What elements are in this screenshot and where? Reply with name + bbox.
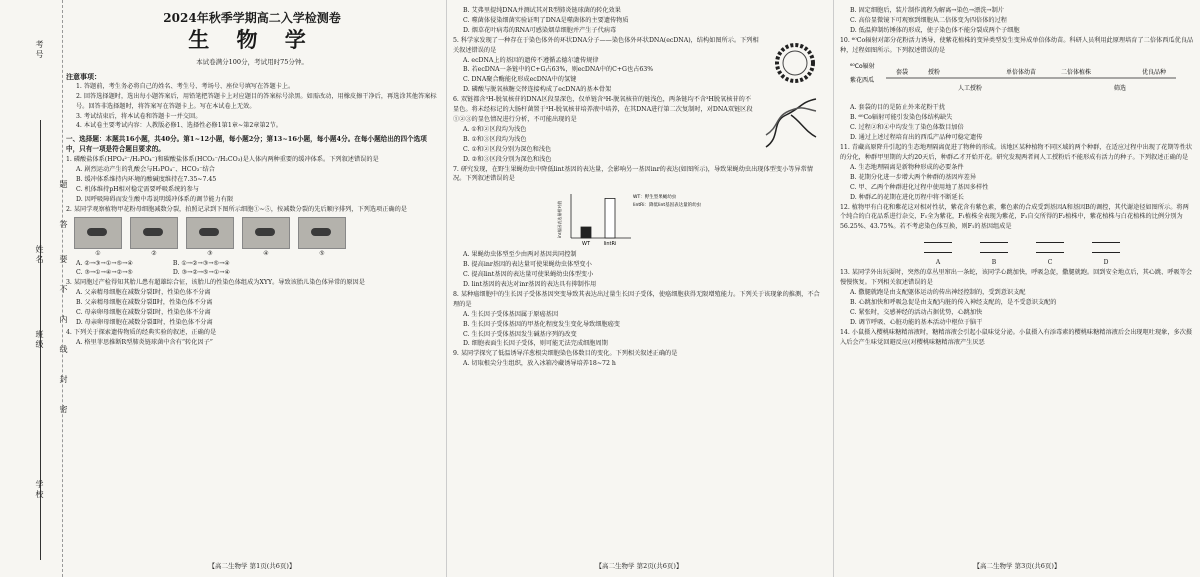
option: B. 缓冲体系维持内环境的酸碱度维持在7.35~7.45 [76,175,217,183]
question-10: 10. ⁶⁰Co辐射对部分花粉活力诱导，使紫花植株的变异类型发生变异成单倍体幼苗。科研人员利用此原理培育了二倍体西瓜优良品种，过程如图所示。下列叙述错误的是 [840,36,1194,54]
option: B. 若ecDNA一条链中的C+G占63%，则ecDNA中的C+G也占63% [463,66,654,74]
note-item: 4. 本试卷主要考试内容：人教版必修1、选择性必修1第1章~第2章第2节。 [76,122,282,130]
chromosome-pair-figure [1088,234,1124,268]
option: D. 调节呼吸、心脏功能的基本活动中枢位于脑干 [850,318,983,326]
tick-label: WT [582,241,590,248]
option: C. ③→①→④→②→⑤ [76,269,133,277]
breeding-flow-diagram [846,56,1186,100]
caption: ③ [207,249,213,257]
chromosome-pair-figure [976,234,1012,268]
chromosome-pair-figure [1032,234,1068,268]
option: B. 固定细胞后，装片制作流程为解离→染色→漂洗→制片 [850,7,1004,14]
margin-label-class: 班级 [35,330,44,350]
margin-label-school: 学校 [35,480,44,500]
option: C. 生长因子受体基因发生碱基序列的改变 [463,330,577,338]
page-footer: 【高二生物学 第1页(共6页)】 [208,562,296,571]
margin-label: 密 [59,405,68,415]
chart-svg [553,186,713,248]
bar-lintRi [605,199,615,239]
micrograph-image [74,217,122,249]
page-1 [66,6,438,574]
page-2 [453,6,825,574]
option: D. 烟草花叶病毒的RNA可感染烟草细胞并产生子代病毒 [463,26,617,34]
tick-label: lintRi [603,241,617,248]
option: C. 高倍显微镜下可观察到细胞从二倍体变为四倍体的过程 [850,16,1007,24]
option: B. 艾弗里提纯DNA并测试其对R型肺炎链球菌的转化效果 [463,7,621,14]
option: A. 格里菲思推断R型肺炎链球菌中含有“转化因子” [76,338,213,346]
option: B. 花期分化进一步增大两个种群的基因库差异 [850,173,977,181]
caption: ⑤ [319,249,325,257]
chromosome-line [980,242,1008,243]
note-item: 2. 回答选择题时，选出每小题答案后，用铅笔把答题卡上对应题目的答案标号涂黑。如需改动，用橡皮擦干净后，再选涂其他答案标号。回答非选择题时，将答案写在答题卡上。写在本试卷上无效。 [76,92,437,110]
option: A. 生长因子受体基因属于原癌基因 [463,310,559,318]
option: A. 生态地理隔离是新物种形成的必要条件 [850,163,964,171]
ecdna-inner-ring [783,51,807,75]
option: B. 父亲精母细胞在减数分裂Ⅱ时，性染色体不分离 [76,299,213,307]
option: A. 套袋的目的是防止外来花粉干扰 [850,104,946,112]
note-item: 3. 考试结束后，将本试卷和答题卡一并交回。 [76,112,202,120]
page-divider [833,0,834,577]
caption: ② [151,249,157,257]
option: D. ②和③区段分别为深色和浅色 [463,155,552,163]
question-7: 7. 研究发现，在野生果蝇幼虫中降低lint基因的表达量，会影响另一基因inr的表达(如图所示)，导致果蝇幼虫出现体型变小等异常情况。下列叙述错误的是 [453,165,813,183]
ecdna-ring-figure [769,38,821,88]
question-4: 4. 下列关于探索遗传物质的经典实验的叙述，正确的是 [66,328,217,336]
option-row [66,259,438,269]
micrograph-captions [74,249,438,259]
option: B. 生长因子受体基因的甲基化程度发生变化导致细胞癌变 [463,320,620,328]
margin-label: 要 [59,255,68,265]
question-13: 13. 某同学外出玩耍时，突然的草丛里窜出一条蛇，该同学心跳加快，呼吸急促，撒腿就跑。回到安全地点后，其心跳、呼吸等会慢慢恢复。下列相关叙述错误的是 [840,269,1193,287]
question-6: 6. 双链都含³H-脱氧核苷的DNA区段显深色，仅单链含³H-脱氧核苷的链浅色，两条链均不含³H脱氧核苷的不显色。将未经标记的大肠杆菌置于³H-脱氧核苷培养液中培养，在其DNA进行第二次复制时，对DNA双链区段①②③的显色情况进行分析，不可能出现的是 [453,96,753,123]
option: C. 母亲卵母细胞在减数分裂Ⅰ时，性染色体不分离 [76,309,211,317]
option: B. ⁶⁰Co辐射可能引发染色体结构缺失 [850,114,953,122]
question-2: 2. 某同学观察植物甲花粉母细胞减数分裂，拍照记录到下图所示细胞①~⑤，按减数分裂的先后顺序排列，下列选项正确的是 [66,205,407,213]
question-5: 5. 科学家发现了一种存在于染色体外的环状DNA分子——染色体外环状DNA(ecDNA)，结构如图所示。下列相关叙述错误的是 [453,36,759,54]
caption: ④ [263,249,269,257]
legend-entry: WT：野生型果蝇幼虫 [633,195,677,201]
exam-title: 2024年秋季学期高二入学检测卷 [163,11,341,25]
question-12: 12. 植物甲有白花和紫花这对相对性状，紫花含有紫色素，紫色素的合成受到基因A和基因B的调控，其代谢途径如图所示。将两个纯合的白花品系进行杂交，F₁全为紫花，F₁植株全表现为紫花，F₁自交所得的F₂植株中，紫花植株与白花植株的比例分别为56.25%、43.75%。若不考虑染色体互换，则F₁的基因组成是 [840,203,1189,231]
option: A. 切取根尖分生组织，放入冰箱冷藏诱导培养18~72 h [463,360,616,368]
micrograph-image [130,217,178,249]
option: A. ②→③→①→⑤→④ [76,259,133,267]
option: D. 种群乙的花期在进化历程中将不断延长 [850,193,964,201]
micrograph-image [242,217,290,249]
page-3 [840,6,1194,574]
option: C. 机体维持pH相对稳定需要呼吸系统的参与 [76,185,199,193]
flow-label: ⁶⁰Co辐射 [850,62,875,70]
flow-label: 二倍体植株 [1061,68,1092,76]
option-row [66,268,438,278]
margin-label: 题 [59,180,68,190]
chromosome-pair-figure [920,234,956,268]
figure-caption: D [1103,259,1109,267]
question-9: 9. 某同学探究了低温诱导洋葱根尖细胞染色体数目的变化。下列相关叙述正确的是 [453,350,678,358]
page-footer: 【高二生物学 第3页(共6页)】 [973,562,1061,571]
flow-label: 套袋 [896,68,909,76]
question-1: 1. 磷酸盐体系(HPO₄²⁻/H₂PO₄⁻)和碳酸盐体系(HCO₃⁻/H₂CO₃)是人体内两种重要的缓冲体系。下列叙述错误的是 [66,156,379,164]
option: B. 心跳加快和呼吸急促是由支配内脏的传入神经支配的，是不受意识支配的 [850,298,1057,306]
notes-heading: 注意事项： [66,71,101,81]
option: C. 噬菌体侵染细菌实验证明了DNA是噬菌体的主要遗传物质 [463,16,629,24]
question-8: 8. 某种癌细胞中的生长因子受体基因突变导致其表达出过量生长因子受体，使癌细胞获得无限增殖能力。下列关于该现象的推测，不合理的是 [453,290,820,308]
chromosome-line [1036,242,1064,243]
margin-label: 内 [59,315,68,325]
figure-caption: C [1047,259,1053,267]
margin-label: 线 [59,345,68,355]
figure-caption: B [991,259,997,267]
option: D. 低温抑制纺锤体的形成，使子染色体不能分裂成两个子细胞 [850,26,1020,34]
binding-margin [0,0,68,577]
micrograph-image [186,217,234,249]
option: C. 紧张时，交感神经的活动占据优势，心跳加快 [850,308,983,316]
flow-label: 单倍体幼苗 [1006,68,1037,76]
micrograph-image [298,217,346,249]
option: A. 剧烈运动产生的乳酸会与H₂PO₄⁻、HCO₃⁻结合 [76,166,215,174]
ecdna-ring [777,45,813,81]
flow-label: 优良品种 [1142,68,1167,76]
question-3: 3. 某同胞过产检得知其胎儿患有超雄综合征，该胎儿的性染色体组成为XYY。导致该胎儿染色体异常的原因是 [66,279,365,287]
flow-label: 授粉 [928,68,941,76]
gene-locus-figures [920,234,1194,268]
flow-label: 人工授粉 [958,84,983,92]
dna-helix-figure [761,97,821,151]
option: C. DNA聚合酶能化形成ecDNA中的氢键 [463,76,577,84]
option: D. lint基因的表达对inr基因的表达具有抑制作用 [463,281,597,289]
chromosome-line [924,242,952,243]
exam-info: 本试卷满分100分，考试用时75分钟。 [196,58,308,66]
flow-label: 紫花西瓜 [850,76,875,84]
question-14: 14. 小鼠摄入樱桃味糖精溶液时，糖精溶液会引起小鼠味觉分泌。小鼠摄入有添毒素的樱桃味糖精溶液后会出现呕吐现象，多次摄入后会产生味觉回避反应(对樱桃味糖精溶液产生厌恶 [840,328,1193,346]
note-item: 1. 答题前，考生务必将自己的姓名、考生号、考场号、座位号填写在答题卡上。 [76,82,295,90]
option: D. 母亲卵母细胞在减数分裂Ⅱ时，性染色体不分离 [76,318,213,326]
question-11: 11. 青藏高原降升引起的生态地理隔离促进了物种的形成。该地区某种植物不同区域的两个种群，在适应过程中出现了花期等性状的分化，种群甲里期的大约20天后，种群乙才开始开花。研究发现两者间人工授粉后不能形成有活力的种子。下列叙述正确的是 [840,144,1193,161]
option: A. 撒腿就跑是由支配躯体运动的传出神经控制的，受到意识支配 [850,289,1026,297]
helix-strand [791,115,816,137]
option: A. 父亲精母细胞在减数分裂Ⅰ时，性染色体不分离 [76,289,211,297]
margin-label: 答 [59,220,68,230]
page-footer: 【高二生物学 第2页(共6页)】 [595,562,683,571]
helix-strand [766,99,816,147]
chromosome-line [924,252,952,253]
micrograph-row [74,217,438,249]
subject-title: 生 物 学 [188,27,316,52]
option: D. 通过上述过程培育出的西瓜产品种可稳定遗传 [850,134,983,142]
flow-label: 筛选 [1114,84,1127,92]
option: C. ①和②区段分别为深色和浅色 [463,145,552,153]
option: A. 果蝇幼虫体型至少由两对基因共同控制 [463,251,577,259]
chromosome-line [1092,242,1120,243]
option: D. ③→②→⑤→①→④ [172,269,231,277]
inr-expression-chart [553,186,713,248]
bar-WT [581,227,591,238]
option: D. 磷酸与脱氧核糖交替连接构成了ecDNA的基本骨架 [463,86,612,94]
chromosome-line [980,252,1008,253]
option: A. ecDNA上的基因的遗传不遵循孟德尔遗传规律 [463,56,599,64]
chromosome-line [1036,252,1064,253]
option: C. 过程②和④中均发生了染色体数目加倍 [850,124,964,132]
page-divider [446,0,447,577]
margin-label: 封 [59,375,68,385]
section-heading: 一、选择题：本题共16小题，共40分。第1~12小题，每小题2分；第13~16小题，每小题4分。在每小题给出的四个选项中，只有一项是符合题目要求的。 [66,135,427,154]
caption: ① [95,249,101,257]
option: B. 提高inr基因的表达量可使果蝇幼虫体型变小 [463,261,592,269]
legend-entry: lintRi：降低lint基因表达量的幼虫 [633,203,702,209]
chromosome-line [1092,252,1120,253]
option: B. ①→②→③→⑤→④ [172,259,230,267]
figure-caption: A [935,259,941,267]
option: C. 提高lint基因的表达量可使果蝇幼虫体型变小 [463,271,594,279]
option: B. ①和③区段均为浅色 [463,135,527,143]
margin-label: 不 [59,285,68,295]
option: C. 甲、乙两个种群进化过程中使用地了基因多样性 [850,183,989,191]
margin-label-name: 姓名 [35,245,44,265]
margin-label-exam-no: 考号 [35,40,44,60]
option: D. 细胞表面生长因子受体，则可能无法完成细胞周期 [463,340,608,348]
option: D. 因呼吸障碍而发生酸中毒说明缓冲体系的调节能力有限 [76,195,234,203]
y-axis-label: inr基因表达量相对值 [557,201,562,239]
option: A. ①和②区段均为浅色 [463,125,527,133]
